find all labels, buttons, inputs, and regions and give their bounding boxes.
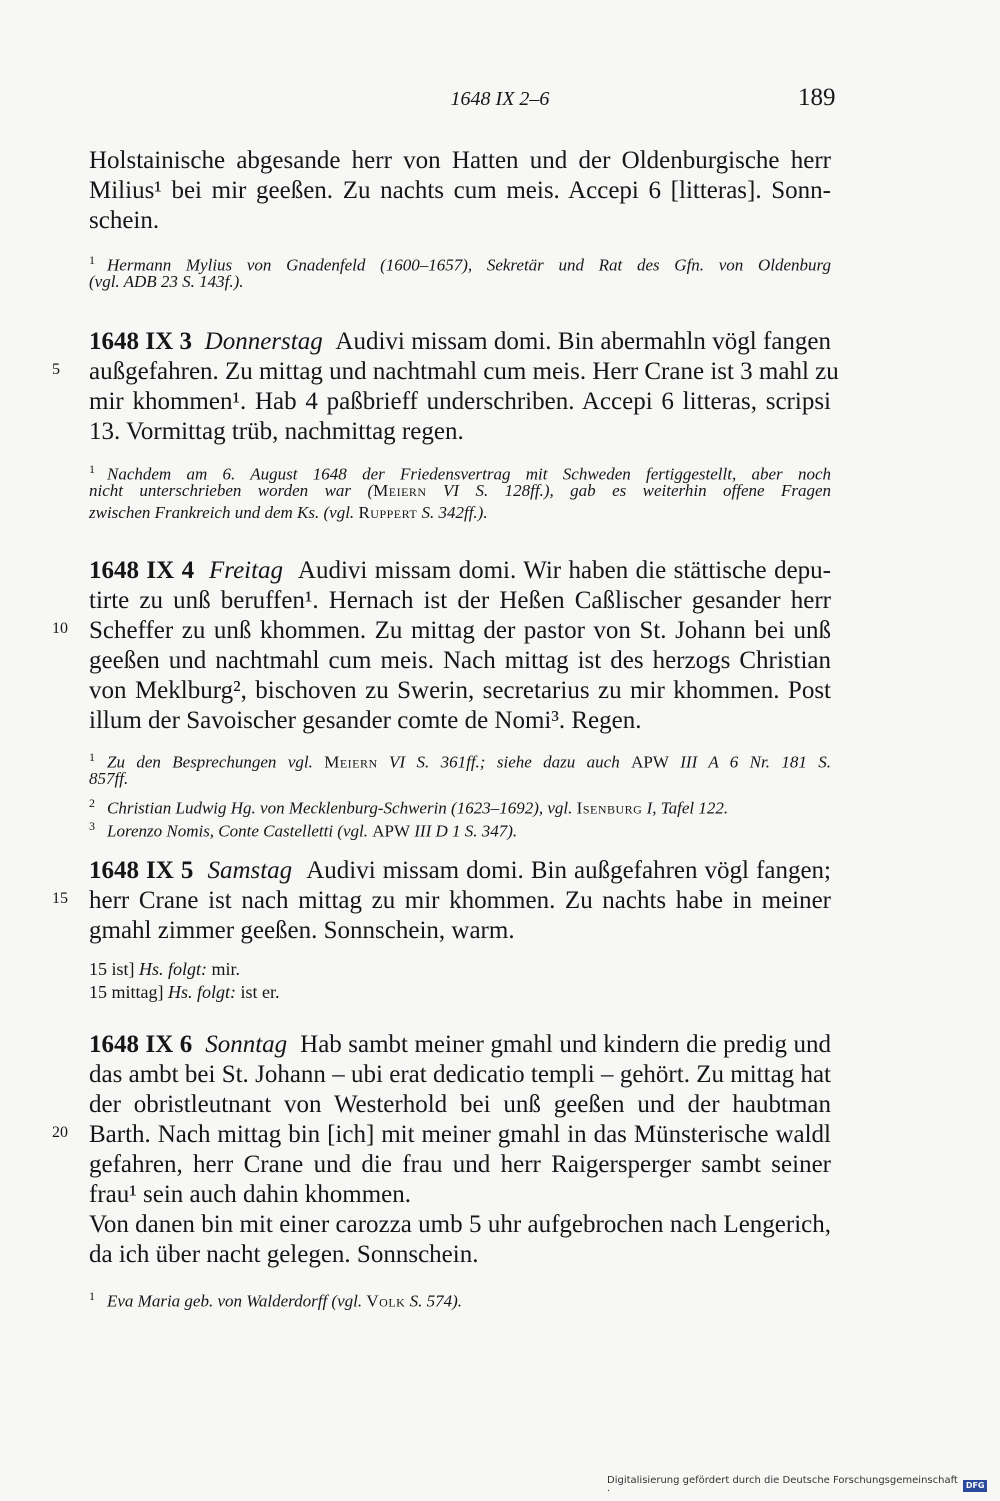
entry-weekday: Donnerstag xyxy=(204,328,323,355)
body-line: außgefahren. Zu mittag und nachtmahl cum meis. Herr Crane ist 3 mahl zu xyxy=(89,358,839,385)
line-number: 20 xyxy=(52,1124,68,1141)
entry-weekday: Sonntag xyxy=(205,1031,288,1058)
variant-note: 15 ist] Hs. folgt: mir. xyxy=(89,959,241,979)
footnote-marker: 3 xyxy=(89,819,95,833)
body-line: herr Crane ist nach mittag zu mir khommen. Zu nachts habe in meiner xyxy=(89,887,831,914)
body-line: schein. xyxy=(89,207,160,234)
credit-text: Digitalisierung gefördert durch die Deutsche Forschungsgemeinschaft · xyxy=(607,1475,958,1497)
entry-date: 1648 IX 6 xyxy=(89,1031,193,1058)
footnote-line: nicht unterschrieben worden war (Meiern VI S. 128ff.), gab es weiterhin offene Fragen xyxy=(89,481,832,500)
footnote-line: $^3$ Lorenzo Nomis, Conte Castelletti (vgl. APW III D 1 S. 347). xyxy=(89,819,518,841)
footnote-line: $^2$ Christian Ludwig Hg. von Mecklenburg-Schwerin (1623–1692), vgl. Isenburg I, Tafel 122. xyxy=(89,796,729,818)
entry-weekday: Freitag xyxy=(209,557,284,584)
footnote-line: 857ff. xyxy=(89,769,129,788)
body-line: gefahren, herr Crane und die frau und herr Raigersperger sambt seiner xyxy=(89,1151,831,1178)
footnote-line: $^1$ Zu den Besprechungen vgl. Meiern VI S. 361ff.; siehe dazu auch APW III A 6 Nr. 181 S. xyxy=(89,750,831,772)
body-line: Milius¹ bei mir geeßen. Zu nachts cum meis. Accepi 6 [litteras]. Sonn- xyxy=(89,177,831,204)
footnote-line: $^1$ Eva Maria geb. von Walderdorff (vgl. Volk S. 574). xyxy=(89,1289,462,1311)
body-line: illum der Savoischer gesander comte de Nomi³. Regen. xyxy=(89,707,642,734)
body-line: von Meklburg², bischoven zu Swerin, secretarius zu mir khommen. Post xyxy=(89,677,831,704)
body-line: frau¹ sein auch dahin khommen. xyxy=(89,1181,411,1208)
line-number: 5 xyxy=(52,361,60,378)
entry-date: 1648 IX 5 xyxy=(89,857,194,884)
entry-heading-line: 1648 IX 3 Donnerstag Audivi missam domi. Bin abermahln vögl fangen xyxy=(89,328,832,355)
entry-date: 1648 IX 4 xyxy=(89,557,195,584)
entry-weekday: Samstag xyxy=(207,857,293,884)
line-number: 15 xyxy=(52,890,68,907)
footnote-marker: 1 xyxy=(89,1289,95,1303)
body-line: tirte zu unß beruffen¹. Hernach ist der Heßen Caßlischer gesander herr xyxy=(89,587,831,614)
footnote-marker: 1 xyxy=(89,750,95,764)
body-line: Von danen bin mit einer carozza umb 5 uhr aufgebrochen nach Lengerich, xyxy=(89,1211,831,1238)
body-line: Scheffer zu unß khommen. Zu mittag der pastor von St. Johann bei unß xyxy=(89,617,831,644)
variant-note: 15 mittag] Hs. folgt: ist er. xyxy=(89,982,280,1002)
body-line: das ambt bei St. Johann – ubi erat dedicatio templi – gehört. Zu mittag hat xyxy=(89,1061,831,1088)
footnote-line: $^1$ Hermann Mylius von Gnadenfeld (1600–1657), Sekretär und Rat des Gfn. von Oldenburg xyxy=(89,253,831,275)
footnote-line: zwischen Frankreich und dem Ks. (vgl. Ruppert S. 342ff.). xyxy=(89,503,488,522)
line-number: 10 xyxy=(52,620,68,637)
body-line: der obristleutnant von Westerhold bei unß geeßen und der haubtman xyxy=(89,1091,831,1118)
running-title: 1648 IX 2–6 xyxy=(450,88,550,110)
dfg-logo-icon: DFG xyxy=(963,1480,987,1492)
footnote-line: (vgl. ADB 23 S. 143f.). xyxy=(89,272,244,291)
entry-heading-line: 1648 IX 5 Samstag Audivi missam domi. Bin außgefahren vögl fangen; xyxy=(89,857,832,884)
footnote-marker: 1 xyxy=(89,462,95,476)
body-line: da ich über nacht gelegen. Sonnschein. xyxy=(89,1241,479,1268)
body-line: Barth. Nach mittag bin [ich] mit meiner gmahl in das Münsterische waldl xyxy=(89,1121,831,1148)
digitization-credit xyxy=(607,1475,987,1497)
footnote-marker: 2 xyxy=(89,796,95,810)
entry-date: 1648 IX 3 xyxy=(89,328,192,355)
entry-heading-line: 1648 IX 6 Sonntag Hab sambt meiner gmahl und kindern die predig und xyxy=(89,1031,832,1058)
entry-heading-line: 1648 IX 4 Freitag Audivi missam domi. Wir haben die stättische depu- xyxy=(89,557,831,584)
body-line: gmahl zimmer geeßen. Sonnschein, warm. xyxy=(89,917,515,944)
body-line: geeßen und nachtmahl cum meis. Nach mittag ist des herzogs Christian xyxy=(89,647,831,674)
body-line: mir khommen¹. Hab 4 paßbrieff underschriben. Accepi 6 litteras, scripsi xyxy=(89,388,831,415)
footnote-line: $^1$ Nachdem am 6. August 1648 der Friedensvertrag mit Schweden fertiggestellt, aber noch xyxy=(89,462,831,484)
body-line: 13. Vormittag trüb, nachmittag regen. xyxy=(89,418,464,445)
page-number: 189 xyxy=(798,84,836,111)
footnote-marker: 1 xyxy=(89,253,95,267)
body-line: Holstainische abgesande herr von Hatten und der Oldenburgische herr xyxy=(89,147,831,174)
